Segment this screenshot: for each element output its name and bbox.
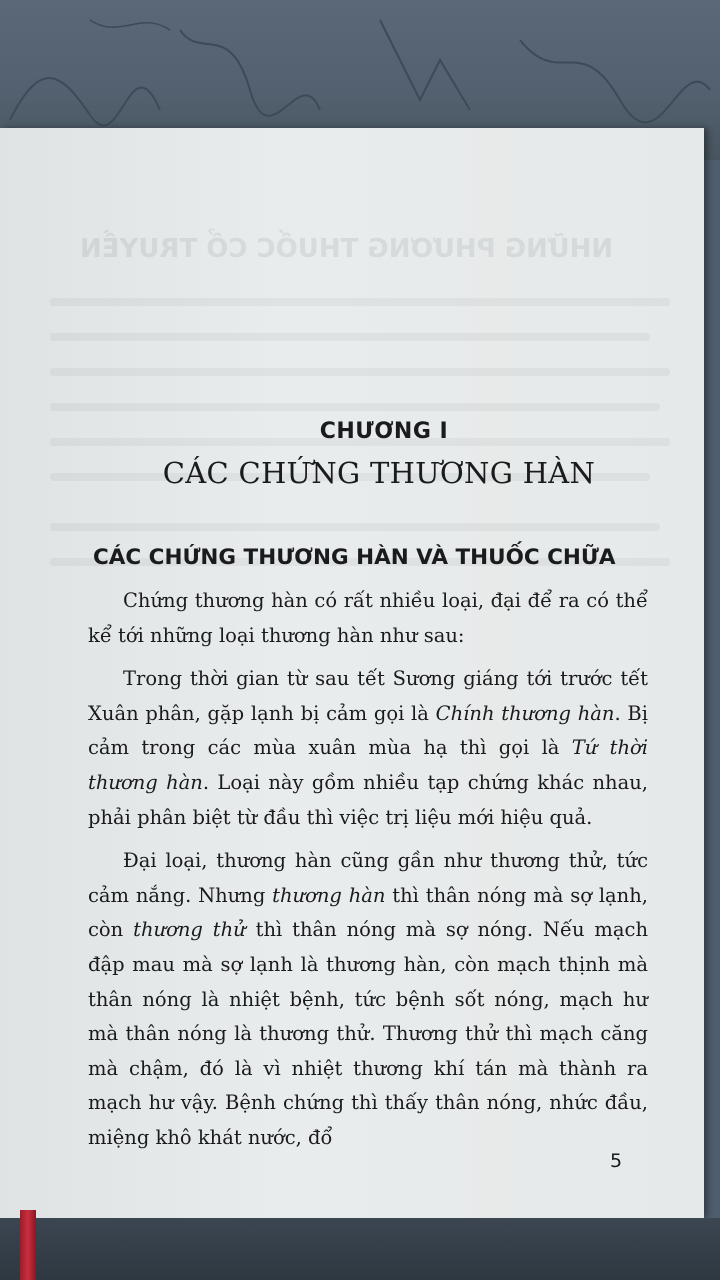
paragraph [88,844,648,1155]
text-run: Chứng thương hàn có rất nhiều loại, đại để ra có thể kể tới những loại thương hàn như sau: [88,589,648,647]
bleed-through-line [50,523,660,531]
text-run: thì thân nóng mà sợ nóng. Nếu mạch đập mau mà sợ lạnh là thương hàn, còn mạch thịnh mà thân nóng là nhiệt bệnh, tức bệnh sốt nóng, mạch hư mà thân nóng là thương thử. Thương thử thì mạch căng mà chậm, đó là vì nhiệt thương khí tán mà thành ra mạch hư vậy. Bệnh chứng thì thấy thân nóng, nhức đầu, miệng khô khát nước, đổ [88,918,649,1149]
italic-term: Tứ thời thương hàn [88,736,648,794]
text-run: Đại loại, thương hàn cũng gần như thương thử, tức cảm nắng. Nhưng [88,849,648,907]
text-run: . Bị cảm trong các mùa xuân mùa hạ thì gọi là [88,701,648,760]
italic-term: thương hàn [272,883,386,907]
paragraph [88,584,648,653]
italic-term: thương thử [133,918,246,942]
section-title: CÁC CHỨNG THƯƠNG HÀN VÀ THUỐC CHỮA [93,545,616,570]
bleed-through-line [50,298,670,306]
chapter-number: CHƯƠNG I [319,419,449,444]
page-number: 5 [610,1150,623,1172]
bleed-through-line [50,368,670,376]
italic-term: Chính thương hàn [435,701,615,725]
bleed-through-line [50,403,660,411]
body-text [88,584,648,1165]
bleed-through-header: NHỮNG PHƯƠNG THUỐC CỔ TRUYỀN [80,234,614,264]
text-run: thì thân nóng mà sợ lạnh, còn [88,883,648,942]
bleed-through-line [50,333,650,341]
chapter-title: CÁC CHỨNG THƯƠNG HÀN [162,456,596,490]
bookmark-ribbon [20,1210,36,1280]
book-bottom-edge [0,1218,720,1280]
text-run: Trong thời gian từ sau tết Sương giáng tới trước tết Xuân phân, gặp lạnh bị cảm gọi là [88,667,648,725]
text-run: . Loại này gồm nhiều tạp chứng khác nhau, phải phân biệt từ đầu thì việc trị liệu mới hiệu quả. [88,770,648,829]
paragraph [88,662,648,835]
pen-scribble-marks [0,0,720,140]
